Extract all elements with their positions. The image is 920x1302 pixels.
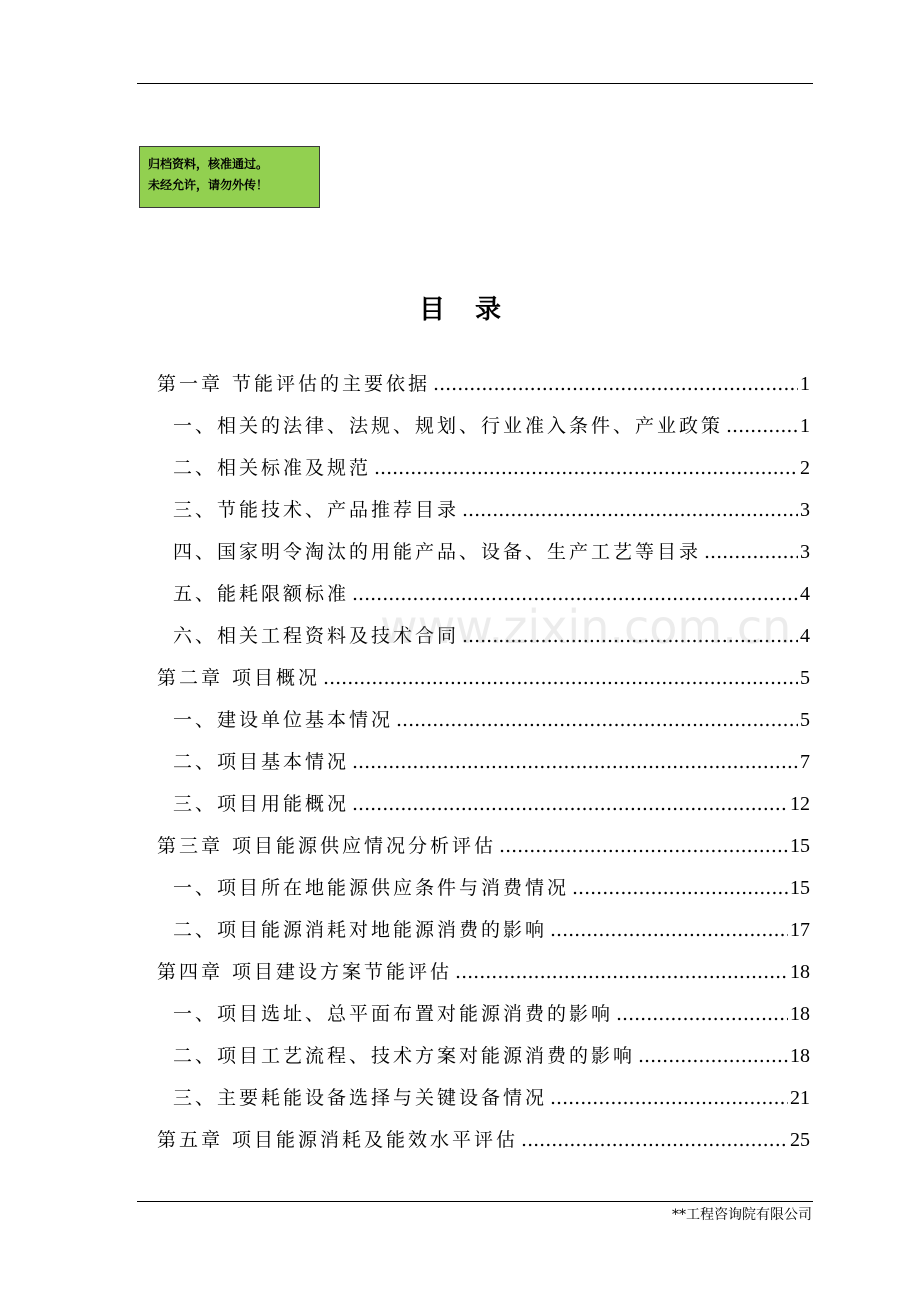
toc-leader-dots	[638, 1035, 788, 1077]
toc-page-number: 12	[790, 793, 810, 815]
toc-chapter-entry[interactable]	[157, 825, 810, 867]
toc-page-number: 18	[790, 1003, 810, 1025]
toc-section-entry[interactable]	[157, 615, 810, 657]
toc-page-number: 3	[800, 499, 810, 521]
toc-section-entry[interactable]	[157, 489, 810, 531]
toc-leader-dots	[521, 1119, 788, 1161]
toc-entry-text: 六、相关工程资料及技术合同	[173, 625, 460, 647]
footer-company: **工程咨询院有限公司	[672, 1207, 812, 1223]
toc-page-number: 5	[800, 667, 810, 689]
footer-rule	[137, 1201, 813, 1202]
stamp-line-2: 未经允许，请勿外传！	[148, 178, 269, 192]
toc-leader-dots	[323, 657, 798, 699]
toc-leader-dots	[374, 447, 798, 489]
toc-entry-text: 五、能耗限额标准	[173, 583, 350, 605]
toc-page-number: 17	[790, 919, 810, 941]
toc-leader-dots	[433, 363, 798, 405]
toc-entry-text: 二、项目基本情况	[173, 751, 350, 773]
toc-page-number: 1	[800, 415, 810, 437]
toc-entry-text: 一、项目选址、总平面布置对能源消费的影响	[173, 1003, 614, 1025]
toc-leader-dots	[352, 573, 798, 615]
toc-page-number: 25	[790, 1129, 810, 1151]
toc-entry-text: 一、相关的法律、法规、规划、行业准入条件、产业政策	[173, 415, 724, 437]
toc-entry-text: 三、项目用能概况	[173, 793, 350, 815]
toc-page-number: 2	[800, 457, 810, 479]
toc-page-number: 18	[790, 1045, 810, 1067]
toc-leader-dots	[704, 531, 798, 573]
toc-leader-dots	[550, 909, 788, 951]
toc-entry-text: 第二章 项目概况	[157, 667, 321, 689]
toc-page-number: 18	[790, 961, 810, 983]
toc-section-entry[interactable]	[157, 447, 810, 489]
toc-leader-dots	[616, 993, 788, 1035]
toc-page-number: 3	[800, 541, 810, 563]
toc-page-number: 4	[800, 625, 810, 647]
toc-section-entry[interactable]	[157, 783, 810, 825]
toc-page-number: 21	[790, 1087, 810, 1109]
toc-section-entry[interactable]	[157, 531, 810, 573]
archive-stamp	[139, 146, 320, 208]
header-rule	[137, 83, 813, 84]
toc-leader-dots	[455, 951, 788, 993]
toc-leader-dots	[396, 699, 798, 741]
toc-chapter-entry[interactable]	[157, 1119, 810, 1161]
stamp-line-1: 归档资料，核准通过。	[148, 157, 269, 171]
toc-leader-dots	[352, 741, 798, 783]
toc-section-entry[interactable]	[157, 909, 810, 951]
toc-section-entry[interactable]	[157, 699, 810, 741]
toc-page-number: 15	[790, 835, 810, 857]
toc-leader-dots	[462, 615, 798, 657]
toc-entry-text: 第四章 项目建设方案节能评估	[157, 961, 453, 983]
toc-entry-text: 一、项目所在地能源供应条件与消费情况	[173, 877, 570, 899]
toc-section-entry[interactable]	[157, 405, 810, 447]
toc-leader-dots	[352, 783, 788, 825]
toc-section-entry[interactable]	[157, 1035, 810, 1077]
toc-section-entry[interactable]	[157, 573, 810, 615]
toc-entry-text: 三、主要耗能设备选择与关键设备情况	[173, 1087, 548, 1109]
toc-entry-text: 第三章 项目能源供应情况分析评估	[157, 835, 497, 857]
toc-section-entry[interactable]	[157, 1077, 810, 1119]
toc-leader-dots	[499, 825, 788, 867]
toc-entry-text: 一、建设单位基本情况	[173, 709, 394, 731]
toc-leader-dots	[572, 867, 788, 909]
toc-page-number: 5	[800, 709, 810, 731]
toc-entry-text: 二、相关标准及规范	[173, 457, 372, 479]
toc-leader-dots	[462, 489, 798, 531]
toc-entry-text: 二、项目能源消耗对地能源消费的影响	[173, 919, 548, 941]
toc-title: 目录	[418, 295, 531, 325]
toc-entry-text: 第一章 节能评估的主要依据	[157, 373, 431, 395]
toc-leader-dots	[726, 405, 798, 447]
toc-section-entry[interactable]	[157, 741, 810, 783]
toc-entry-text: 二、项目工艺流程、技术方案对能源消费的影响	[173, 1045, 636, 1067]
toc-page-number: 4	[800, 583, 810, 605]
table-of-contents	[157, 363, 810, 1161]
toc-entry-text: 四、国家明令淘汰的用能产品、设备、生产工艺等目录	[173, 541, 702, 563]
toc-chapter-entry[interactable]	[157, 363, 810, 405]
toc-page-number: 1	[800, 373, 810, 395]
toc-section-entry[interactable]	[157, 993, 810, 1035]
toc-entry-text: 三、节能技术、产品推荐目录	[173, 499, 460, 521]
toc-entry-text: 第五章 项目能源消耗及能效水平评估	[157, 1129, 519, 1151]
toc-page-number: 7	[800, 751, 810, 773]
watermark: www.zixin.com.cn	[380, 600, 792, 654]
toc-leader-dots	[550, 1077, 788, 1119]
toc-chapter-entry[interactable]	[157, 657, 810, 699]
toc-chapter-entry[interactable]	[157, 951, 810, 993]
toc-section-entry[interactable]	[157, 867, 810, 909]
toc-page-number: 15	[790, 877, 810, 899]
